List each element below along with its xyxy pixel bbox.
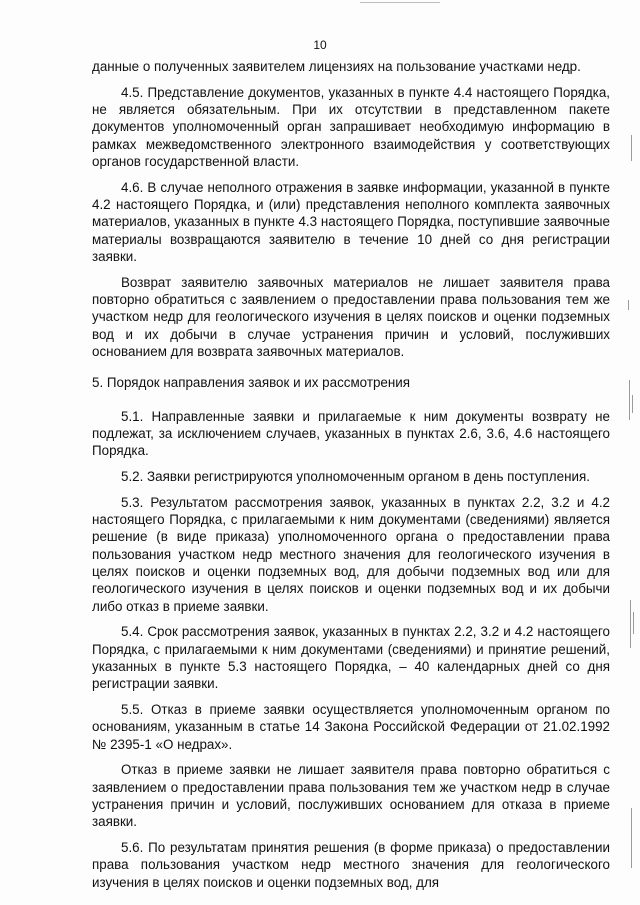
scan-artifact-line: [360, 2, 440, 3]
binding-mark: [628, 300, 629, 310]
paragraph-4-6-return: Возврат заявителю заявочных материалов не лишает заявителя права повторно обратиться с заявлением о предоставлении права пользования тем же участком недр для геологического изучения в целях поисков и оценки подземных вод и их добычи в случае устранения причин и условий, послуживших основанием для возврата заявочных материалов.: [92, 274, 610, 359]
binding-mark: [631, 808, 632, 868]
binding-mark: [632, 395, 633, 413]
paragraph-5-2: 5.2. Заявки регистрируются уполномоченным органом в день поступления.: [121, 468, 590, 484]
paragraph-continuation: данные о полученных заявителем лицензиях на пользование участками недр.: [92, 59, 581, 74]
paragraph-4-5: 4.5. Представление документов, указанных в пункте 4.4 настоящего Порядка, не является обязательным. При их отсутствии в представленном пакете документов уполномоченный орган запрашивает необходимую информацию в рамках межведомственного электронного взаимодействия у соответствующих органов государственной власти.: [92, 84, 610, 169]
paragraph-5-4: 5.4. Срок рассмотрения заявок, указанных в пунктах 2.2, 3.2 и 4.2 настоящего Порядка, с прилагаемыми к ним документами (сведениями) и принятие решений, указанных в пункте 5.3 настоящего Порядка, – 40 календарных дней со дня регистрации заявки.: [92, 624, 610, 692]
paragraph-5-5-refusal: Отказ в приеме заявки не лишает заявителя права повторно обратиться с заявлением о предоставлении права пользования тем же участком недр в случае устранения причин и условий, послуживших основанием для отказа в приеме заявки.: [92, 762, 610, 830]
binding-mark: [630, 600, 631, 648]
paragraph-5-5: 5.5. Отказ в приеме заявки осуществляется уполномоченным органом по основаниям, указанным в статье 14 Закона Российской Федерации от 21.02.1992 № 2395-1 «О недрах».: [92, 702, 610, 752]
paragraph-4-6: 4.6. В случае неполного отражения в заявке информации, указанной в пункте 4.2 настоящего Порядка, и (или) представления неполного комплекта заявочных материалов, указанных в пункте 4.3 настоящего Порядка, поступившие заявочные материалы возвращаются заявителю в течение 10 дней со дня регистрации заявки.: [92, 179, 610, 264]
document-body: [92, 58, 610, 899]
section-heading-5: 5. Порядок направления заявок и их рассмотрения: [92, 375, 410, 391]
paragraph-5-3: 5.3. Результатом рассмотрения заявок, указанных в пунктах 2.2, 3.2 и 4.2 настоящего Порядка, с прилагаемыми к ним документами (сведениями) является решение (в виде приказа) уполномоченного органа о предоставлении права пользования участком недр местного значения для геологического изучения в целях поисков и оценки подземных вод, для добычи подземных вод или для геологического изучения в целях поисков и оценки подземных вод и их добычи либо отказ в приеме заявки.: [92, 494, 610, 614]
page-number: 10: [313, 38, 327, 52]
binding-mark: [629, 380, 630, 420]
paragraph-5-1: 5.1. Направленные заявки и прилагаемые к ним документы возврату не подлежат, за исключением случаев, указанных в пунктах 2.6, 3.6, 4.6 настоящего Порядка.: [92, 408, 610, 459]
paragraph-5-6: 5.6. По результатам принятия решения (в форме приказа) о предоставлении права пользования участком недр местного значения для геологического изучения в целях поисков и оценки подземных вод, для: [92, 840, 610, 890]
binding-mark: [631, 135, 632, 161]
binding-mark: [633, 612, 634, 634]
